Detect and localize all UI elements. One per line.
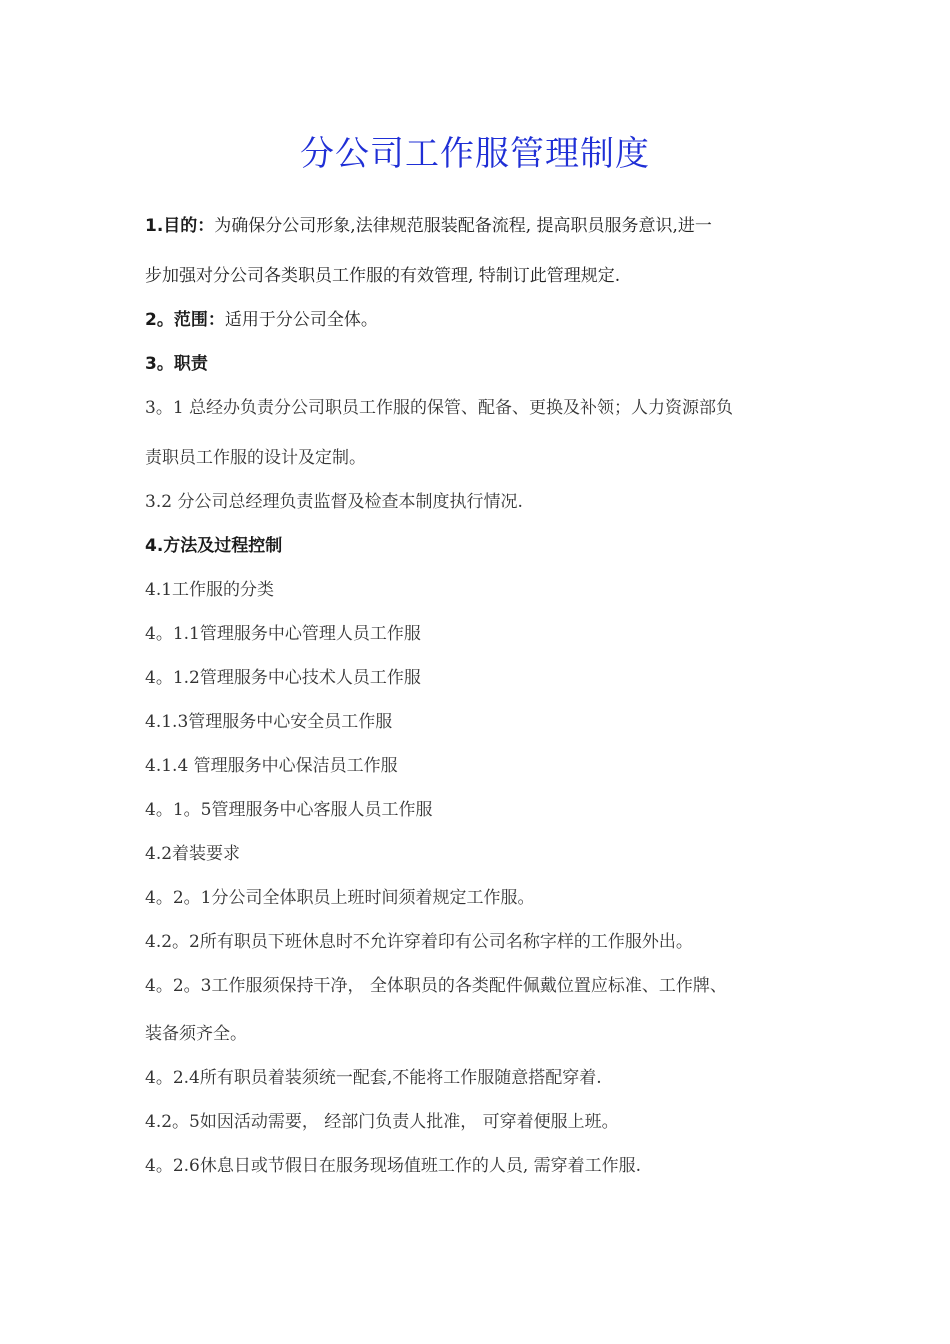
line-text: 为确保分公司形象,法律规范服装配备流程, 提高职员服务意识,进一 <box>214 216 712 236</box>
paragraph-line <box>145 397 825 419</box>
paragraph-line <box>145 887 825 909</box>
paragraph-line <box>145 623 825 645</box>
line-text: 责职员工作服的设计及定制。 <box>145 448 366 468</box>
line-text: 4.1.4 管理服务中心保洁员工作服 <box>145 756 398 776</box>
paragraph-line <box>145 843 825 865</box>
document-title: 分公司工作服管理制度 <box>300 134 650 174</box>
paragraph-line <box>145 1067 825 1089</box>
paragraph-line <box>145 755 825 777</box>
paragraph-line <box>145 265 825 287</box>
line-text: 4。2。3工作服须保持干净， 全体职员的各类配件佩戴位置应标准、工作牌、 <box>145 976 727 996</box>
line-text: 4.2着装要求 <box>145 844 241 864</box>
paragraph-line <box>145 535 825 557</box>
paragraph-line <box>145 667 825 689</box>
paragraph-line <box>145 1111 825 1133</box>
paragraph-line <box>145 353 825 375</box>
paragraph-line <box>145 309 825 331</box>
section-label: 2。范围： <box>145 310 225 330</box>
paragraph-line <box>145 1155 825 1177</box>
section-label: 1.目的： <box>145 216 215 236</box>
line-text: 3.2 分公司总经理负责监督及检查本制度执行情况. <box>145 492 523 512</box>
paragraph-line <box>145 975 825 997</box>
paragraph-line <box>145 799 825 821</box>
line-text: 4。1.2管理服务中心技术人员工作服 <box>145 668 421 688</box>
line-text: 4。1。5管理服务中心客服人员工作服 <box>145 800 433 820</box>
line-text: 4.2。5如因活动需要， 经部门负责人批准， 可穿着便服上班。 <box>145 1112 619 1132</box>
line-text: 4.1工作服的分类 <box>145 580 275 600</box>
paragraph-line <box>145 931 825 953</box>
paragraph-line <box>145 1023 825 1045</box>
line-text: 4.1.3管理服务中心安全员工作服 <box>145 712 393 732</box>
line-text: 适用于分公司全体。 <box>224 310 378 330</box>
paragraph-line <box>145 579 825 601</box>
line-text: 4。2。1分公司全体职员上班时间须着规定工作服。 <box>145 888 535 908</box>
paragraph-line <box>145 447 825 469</box>
line-text: 步加强对分公司各类职员工作服的有效管理, 特制订此管理规定. <box>145 266 621 286</box>
line-text: 4.2。2所有职员下班休息时不允许穿着印有公司名称字样的工作服外出。 <box>145 932 693 952</box>
paragraph-line <box>145 711 825 733</box>
line-text: 4。1.1管理服务中心管理人员工作服 <box>145 624 421 644</box>
section-label: 4.方法及过程控制 <box>145 536 283 556</box>
paragraph-line <box>145 491 825 513</box>
line-text: 4。2.4所有职员着装须统一配套,不能将工作服随意搭配穿着. <box>145 1068 602 1088</box>
line-text: 3。1 总经办负责分公司职员工作服的保管、配备、更换及补领；人力资源部负 <box>145 398 734 418</box>
section-label: 3。职责 <box>145 354 208 374</box>
line-text: 4。2.6休息日或节假日在服务现场值班工作的人员, 需穿着工作服. <box>145 1156 642 1176</box>
paragraph-line <box>145 215 825 237</box>
line-text: 装备须齐全。 <box>145 1024 247 1044</box>
